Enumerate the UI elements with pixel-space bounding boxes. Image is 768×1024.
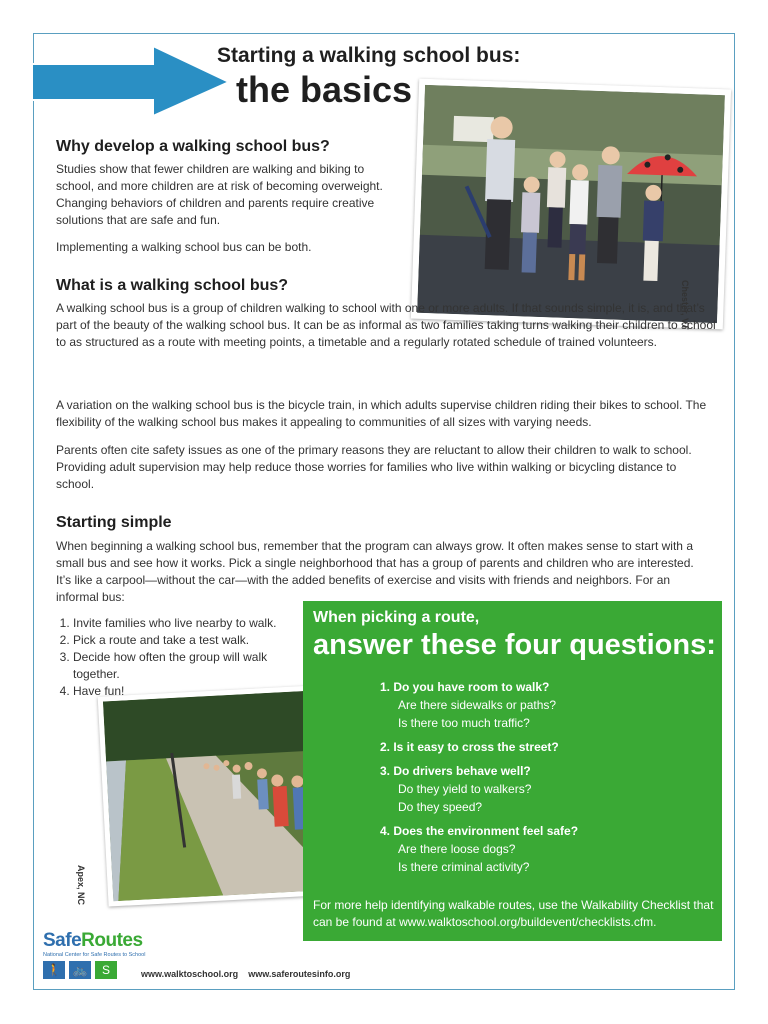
what-paragraph-1 (56, 300, 716, 351)
question-sub: Are there loose dogs? (398, 842, 516, 856)
question-sub: Is there too much traffic? (398, 716, 530, 730)
logo-word-routes: Routes (81, 930, 143, 951)
question-text: 4. Does the environment feel safe? (380, 824, 579, 838)
questions-list (380, 678, 578, 882)
question-item (380, 738, 578, 756)
what-paragraph-2: A variation on the walking school bus is the bicycle train, in which adults supervise children riding their bikes to school. The flexibility of the walking school bus makes it appealing to communities of all sizes with varying needs. (56, 398, 707, 429)
bicycle-icon: 🚲 (69, 961, 91, 979)
question-text: 1. Do you have room to walk? (380, 680, 550, 694)
title-kicker: Starting a walking school bus: (217, 44, 521, 67)
url-walktoschool[interactable]: www.walktoschool.org (141, 969, 239, 979)
question-sub: Is there criminal activity? (398, 860, 530, 874)
logo-tagline: National Center for Safe Routes to School (43, 952, 146, 958)
logo-wordmark (43, 930, 145, 952)
what-paragraph-3: Parents often cite safety issues as one of the primary reasons they are reluctant to allow their children to walk to school. Providing adult supervision may help reduce those worries for families who live within walking or bicycling distance to school. (56, 443, 692, 491)
question-text: 3. Do drivers behave well? (380, 764, 531, 778)
question-sub: Are there sidewalks or paths? (398, 698, 557, 712)
step-item: 3. Decide how often the group will walk together. (73, 649, 308, 683)
photo-credit-apex: Apex, NC (76, 865, 86, 906)
footer-urls (141, 969, 350, 979)
url-saferoutesinfo[interactable]: www.saferoutesinfo.org (248, 969, 351, 979)
heading-what: What is a walking school bus? (56, 277, 289, 294)
route-questions-box (303, 601, 722, 941)
question-sub: Do they yield to walkers? (398, 782, 532, 796)
simple-paragraph: When beginning a walking school bus, remember that the program can always grow. It often makes sense to start with a small bus and see how it works. Pick a single neighborhood that has a group of parents and children who are interested. It’s like a carpool—without the car—with the added benefits of exercise and visits with friends and neighbors. For an informal bus: (56, 539, 694, 604)
logo-word-safe: Safe (43, 930, 82, 951)
route-box-kicker: When picking a route, (313, 609, 480, 626)
heading-simple: Starting simple (56, 514, 172, 531)
question-item (380, 822, 578, 876)
arrow-graphic (33, 44, 233, 116)
question-item (380, 678, 578, 732)
step-item: 1. Invite families who live nearby to walk. (73, 615, 308, 632)
route-box-title: answer these four questions: (313, 629, 716, 661)
step-item: 4. Have fun! (73, 683, 308, 700)
walkability-note: For more help identifying walkable routes, use the Walkability Checklist that can be found at www.walktoschool.org/buildevent/checklists.cfm. (313, 898, 714, 929)
photo-credit-chester: Chester, VT (680, 280, 690, 330)
question-text: 2. Is it easy to cross the street? (380, 740, 559, 754)
logo-icons (43, 961, 145, 979)
why-paragraph-1: Studies show that fewer children are walking and biking to school, and more children are at risk of becoming overweight. Changing behaviors of children and parents require creative solutions that are safe and fun. (56, 162, 383, 227)
heading-why: Why develop a walking school bus? (56, 138, 330, 155)
question-item (380, 762, 578, 816)
what-paragraph-1-text: A walking school bus is a group of children walking to school with one or more adults. If that sounds simple, it is, and that’s part of the beauty of the walking school bus. It can be as informal as two families taking turns walking their children to school to as structured as a route with meeting points, a timetable and a regularly rotated schedule of trained volunteers. (56, 301, 716, 349)
page-title: the basics (236, 69, 413, 110)
saferoutes-logo (43, 930, 145, 979)
walking-icon: 🚶 (43, 961, 65, 979)
question-sub: Do they speed? (398, 800, 483, 814)
step-item: 2. Pick a route and take a test walk. (73, 632, 308, 649)
why-paragraph-2: Implementing a walking school bus can be both. (56, 240, 312, 254)
route-icon: S (95, 961, 117, 979)
